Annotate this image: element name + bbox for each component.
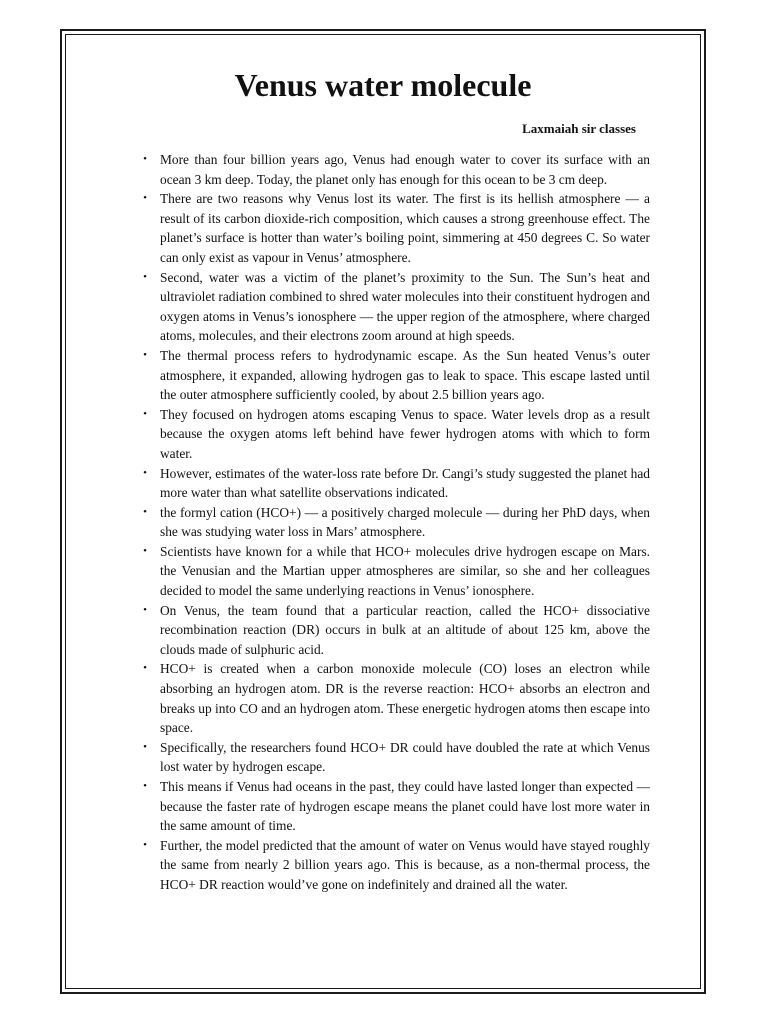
bullet-item: [143, 405, 650, 464]
bullet-icon: •: [143, 192, 147, 205]
bullet-list: [143, 150, 650, 895]
bullet-item: [143, 601, 650, 660]
bullet-item: [143, 542, 650, 601]
bullet-text: HCO+ is created when a carbon monoxide molecule (CO) loses an electron while absorbing an hydrogen atom. DR is the reverse reaction: HCO+ absorbs an electron and breaks up into CO and an hydrogen atom. These energetic hydrogen atoms then escape into space.: [160, 661, 650, 736]
bullet-text: Specifically, the researchers found HCO+ DR could have doubled the rate at which Venus lost water by hydrogen escape.: [160, 739, 650, 775]
bullet-item: [143, 836, 650, 895]
bullet-icon: •: [143, 348, 147, 361]
bullet-icon: •: [143, 544, 147, 557]
bullet-icon: •: [143, 407, 147, 420]
bullet-text: On Venus, the team found that a particular reaction, called the HCO+ dissociative recombination reaction (DR) occurs in bulk at an altitude of about 125 km, above the clouds made of sulphuric acid.: [160, 602, 650, 657]
bullet-item: [143, 503, 650, 542]
bullet-icon: •: [143, 603, 147, 616]
bullet-item: [143, 777, 650, 836]
bullet-icon: •: [143, 780, 147, 792]
bullet-item: [143, 189, 650, 267]
bullet-text: This means if Venus had oceans in the past, they could have lasted longer than expected — because the faster rate of hydrogen escape means the planet could have lost more water in the same amount of time.: [160, 779, 650, 834]
bullet-text: the formyl cation (HCO+) — a positively charged molecule — during her PhD days, when she was studying water loss in Mars’ atmosphere.: [160, 504, 650, 540]
bullet-icon: •: [143, 270, 147, 283]
bullet-text: However, estimates of the water-loss rate before Dr. Cangi’s study suggested the planet had more water than what satellite observations indicated.: [160, 465, 650, 501]
bullet-item: [143, 659, 650, 737]
bullet-icon: •: [143, 662, 147, 675]
document-body: [66, 35, 700, 985]
bullet-item: [143, 150, 650, 189]
bullet-icon: •: [143, 505, 147, 518]
bullet-item: [143, 346, 650, 405]
bullet-item: [143, 464, 650, 503]
bullet-text: More than four billion years ago, Venus had enough water to cover its surface with an ocean 3 km deep. Today, the planet only has enough for this ocean to be 3 cm deep.: [160, 152, 650, 187]
bullet-text: Second, water was a victim of the planet’s proximity to the Sun. The Sun’s heat and ultraviolet radiation combined to shred water molecules into their constituent hydrogen and oxygen atoms in Venus’s ionosphere — the upper region of the atmosphere, where charged atoms, molecules, and their electrons zoom around at high speeds.: [160, 269, 650, 344]
bullet-icon: •: [143, 466, 147, 479]
bullet-text: Scientists have known for a while that HCO+ molecules drive hydrogen escape on Mars. the Venusian and the Martian upper atmospheres are similar, so she and her colleagues decided to model the same underlying reactions in Venus’ ionosphere.: [160, 543, 650, 599]
bullet-text: Further, the model predicted that the amount of water on Venus would have stayed roughly the same from nearly 2 billion years ago. This is because, as a non-thermal process, the HCO+ DR reaction would’ve gone on indefinitely and drained all the water.: [160, 837, 650, 892]
bullet-item: [143, 738, 650, 777]
bullet-icon: •: [143, 153, 147, 165]
bullet-text: They focused on hydrogen atoms escaping Venus to space. Water levels drop as a result because the oxygen atoms left behind have fewer hydrogen atoms with which to form water.: [160, 406, 650, 461]
bullet-icon: •: [143, 740, 147, 753]
author-line: Laxmaiah sir classes: [522, 121, 636, 136]
document-title: Venus water molecule: [234, 67, 532, 103]
bullet-text: There are two reasons why Venus lost its water. The first is its hellish atmosphere — a result of its carbon dioxide-rich composition, which causes a strong greenhouse effect. The planet’s surface is hotter than water’s boiling point, simmering at 450 degrees C. So water can only exist as vapour in Venus’ atmosphere.: [160, 191, 650, 265]
bullet-text: The thermal process refers to hydrodynamic escape. As the Sun heated Venus’s outer atmosphere, it expanded, allowing hydrogen gas to leak to space. This escape lasted until the outer atmosphere sufficiently cooled, by about 2.5 billion years ago.: [160, 347, 650, 403]
bullet-icon: •: [143, 838, 147, 851]
bullet-item: [143, 268, 650, 346]
